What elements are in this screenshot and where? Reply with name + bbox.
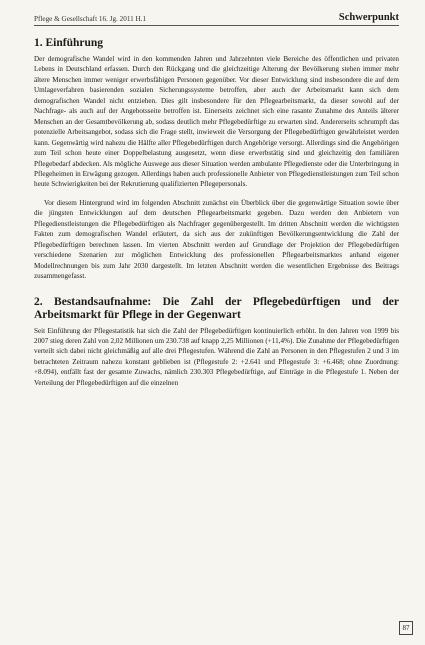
journal-reference: Pflege & Gesellschaft 16. Jg. 2011 H.1 bbox=[34, 15, 147, 23]
body-paragraph: Vor diesem Hintergrund wird im folgenden Abschnitt zunächst ein Überblick über die gegenwärtige Situation sowie über die jüngsten Entwicklungen auf dem deutschen Pflegearbeitsmarkt gegeben. Dazu werden den Anbietern von Pflegedienstleistungen die Pflegebedürftigen als Nachfrager gegenübergestellt. Im dritten Abschnitt werden die wichtigsten Fakten zum demografischen Wandel erläutert, da sich aus der zukünftigen Bevölkerungsentwicklung die Zahl der Pflegebedürftigen berechnen lassen. Im vierten Abschnitt werden auf Grundlage der Projektion der Pflegebedürftigen verschiedene Szenarien zur möglichen Entwicklung des professionellen Pflegearbeitsmarktes anhand eigener Modellrechnungen bis zum Jahr 2030 dargestellt. Im letzten Abschnitt werden die wesentlichen Ergebnisse des Beitrags zusammengefasst. bbox=[34, 198, 399, 281]
section-label: Schwerpunkt bbox=[338, 12, 399, 23]
running-header bbox=[34, 12, 399, 26]
body-paragraph: Der demografische Wandel wird in den kommenden Jahren und Jahrzehnten viele Bereiche des öffentlichen und privaten Lebens in Deutschland erfassen. Durch den Rückgang und die gleichzeitige Alterung der Bevölkerung stehen immer mehr ältere Menschen immer weniger erwerbsfähigen Personen gegenüber. Vor dieser Entwicklung sind insbesondere die auf dem Umlageverfahren basierenden sozialen Sicherungssysteme betroffen, aber auch der Arbeitsmarkt kann sich dem demografischen Wandel nicht entziehen. Dies gilt insbesondere für den Pflegearbeitsmarkt, da dieser sowohl auf der Nachfrage- als auch auf der Angebotsseite betroffen ist. Einerseits zeichnet sich eine rasante Zunahme des Anteils älterer Menschen an der Gesamtbevölkerung ab, sodass deutlich mehr Pflegebedürftige zu erwarten sind. Andererseits schrumpft das potenzielle Arbeitsangebot, sodass sich die Frage stellt, inwieweit die Versorgung der Pflegebedürftigen gewährleistet werden kann. Gegenwärtig wird nahezu die Hälfte aller Pflegebedürftigen durch Angehörige versorgt. Allerdings sind die Angehörigen zum Teil schon heute einer Doppelbelastung ausgesetzt, wenn diese erwerbstätig sind und gleichzeitig den familiären Pflegebedarf abdecken. Als mögliche Auswege aus dieser Situation werden ambulante Pflegedienste oder die Unterbringung in Pflegeheimen in Erwägung gezogen. Allerdings haben auch professionelle Anbieter von Pflegedienstleistungen zum Teil schon heute Schwierigkeiten bei der Rekrutierung qualifizierten Pflegepersonals. bbox=[34, 55, 399, 189]
article-body bbox=[34, 37, 399, 388]
body-paragraph: Seit Einführung der Pflegestatistik hat sich die Zahl der Pflegebedürftigen kontinuierlich erhöht. In den Jahren von 1999 bis 2007 stieg deren Zahl von 2,02 Millionen um 230.738 auf knapp 2,25 Millionen (+11,4%). Die Zunahme der Pflegebedürftigen verteilt sich dabei nicht gleichmäßig auf alle drei Pflegestufen. Während die Zahl an Personen in den Pflegestufen 2 und 3 im betrachteten Zeitraum nahezu konstant geblieben ist (Pflegestufe 2: +2.641 und Pflegestufe 3: +6.468; ohne Zuordnung: +8.094), entfällt fast der gesamte Zuwachs, nämlich 230.303 Pflegebedürftige, auf Einträge in die Pflegestufe 1. Neben der Verteilung der Pflegebedürftigen auf die einzelnen bbox=[34, 326, 399, 387]
section-heading-inventory: 2. Bestandsaufnahme: Die Zahl der Pflegebedürftigen und der Arbeitsmarkt für Pflege in der Gegenwart bbox=[34, 295, 399, 321]
page-number: 87 bbox=[399, 621, 413, 635]
section-heading-introduction: 1. Einführung bbox=[34, 37, 104, 49]
